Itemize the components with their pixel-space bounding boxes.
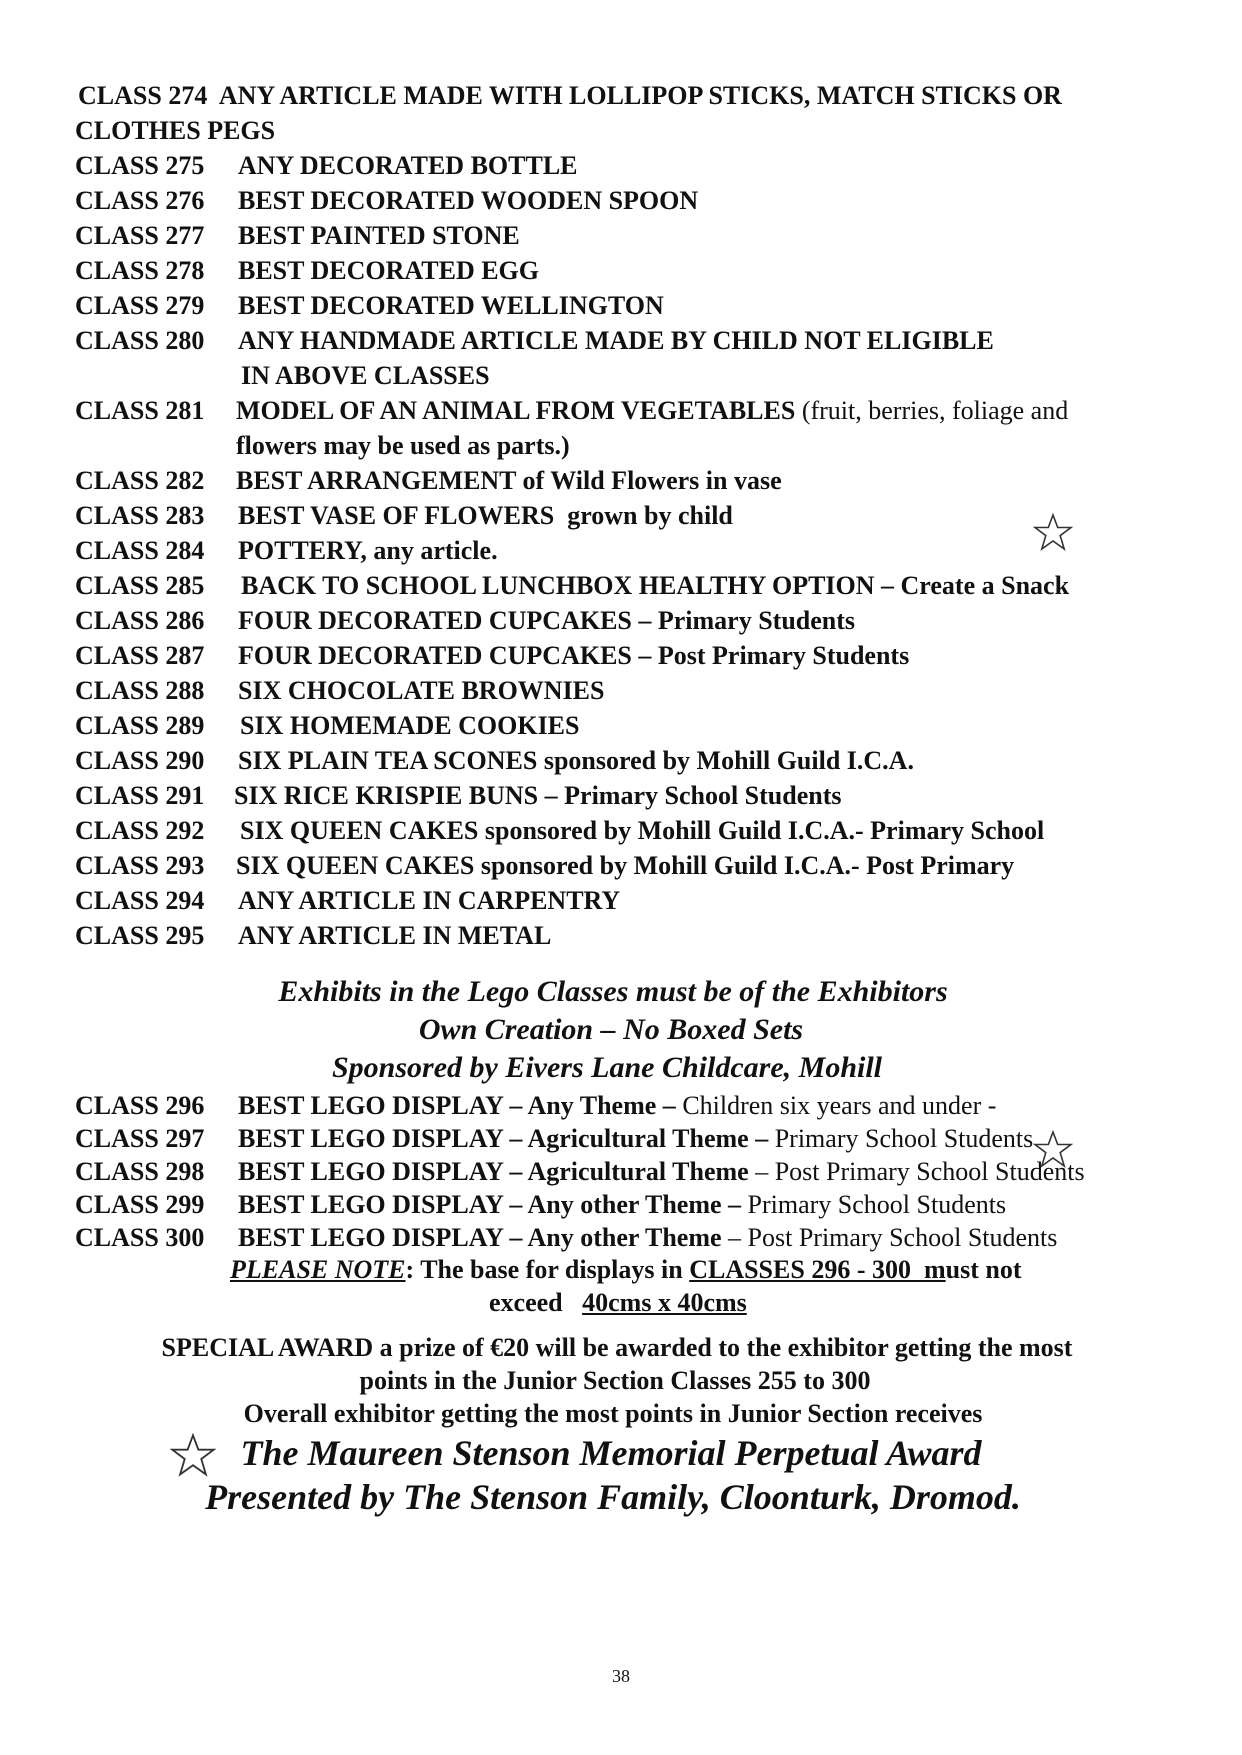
exceed-label: exceed bbox=[489, 1288, 583, 1317]
class-280 bbox=[75, 326, 994, 356]
star-icon bbox=[1033, 513, 1073, 553]
class-label: CLASS 287 bbox=[75, 641, 205, 670]
class-title: MODEL OF AN ANIMAL FROM VEGETABLES bbox=[236, 396, 796, 425]
class-note: (fruit, berries, foliage and bbox=[801, 396, 1069, 425]
class-label: CLASS 278 bbox=[75, 256, 205, 285]
class-label: CLASS 280 bbox=[75, 326, 205, 355]
class-297 bbox=[75, 1124, 1033, 1154]
class-292 bbox=[75, 816, 1044, 846]
class-289 bbox=[75, 711, 580, 741]
please-note-text: : The base for displays in bbox=[405, 1255, 690, 1284]
class-279 bbox=[75, 291, 664, 321]
class-title: ANY ARTICLE IN METAL bbox=[238, 921, 552, 950]
class-title: SIX CHOCOLATE BROWNIES bbox=[238, 676, 605, 705]
class-title-cont: CLOTHES PEGS bbox=[75, 116, 276, 145]
class-title: BACK TO SCHOOL LUNCHBOX HEALTHY OPTION – Create a Snack bbox=[241, 571, 1070, 600]
class-label: CLASS 283 bbox=[75, 501, 205, 530]
class-295 bbox=[75, 921, 551, 951]
class-title: SIX QUEEN CAKES sponsored by Mohill Guild I.C.A.- Post Primary bbox=[236, 851, 1015, 880]
class-title: SIX RICE KRISPIE BUNS – Primary School Students bbox=[234, 781, 842, 810]
class-274-cont bbox=[75, 116, 275, 146]
class-title-cont: IN ABOVE CLASSES bbox=[241, 361, 490, 390]
class-title: SIX HOMEMADE COOKIES bbox=[240, 711, 580, 740]
class-label: CLASS 282 bbox=[75, 466, 205, 495]
class-title: BEST LEGO DISPLAY – Any other Theme bbox=[238, 1223, 722, 1252]
award-title: The Maureen Stenson Memorial Perpetual Award bbox=[240, 1433, 982, 1473]
class-label: CLASS 298 bbox=[75, 1157, 205, 1186]
class-label: CLASS 277 bbox=[75, 221, 205, 250]
class-label: CLASS 292 bbox=[75, 816, 205, 845]
class-label: CLASS 274 bbox=[78, 81, 208, 110]
class-title: ANY DECORATED BOTTLE bbox=[238, 151, 578, 180]
class-title: BEST LEGO DISPLAY – Any other Theme – bbox=[238, 1190, 742, 1219]
class-note: Primary School Students bbox=[774, 1124, 1034, 1153]
class-281-cont bbox=[236, 431, 570, 461]
class-title: BEST VASE OF FLOWERS grown by child bbox=[238, 501, 733, 530]
please-note-label: PLEASE NOTE bbox=[230, 1255, 406, 1284]
class-274 bbox=[78, 81, 1062, 111]
class-label: CLASS 276 bbox=[75, 186, 205, 215]
size-value: 40cms x 40cms bbox=[582, 1288, 747, 1317]
class-title: BEST DECORATED EGG bbox=[238, 256, 540, 285]
class-title: SIX QUEEN CAKES sponsored by Mohill Guild I.C.A.- Primary School bbox=[240, 816, 1045, 845]
class-285 bbox=[75, 571, 1069, 601]
class-label: CLASS 285 bbox=[75, 571, 205, 600]
class-label: CLASS 300 bbox=[75, 1223, 205, 1252]
class-276 bbox=[75, 186, 698, 216]
class-title: FOUR DECORATED CUPCAKES – Primary Students bbox=[238, 606, 856, 635]
class-label: CLASS 284 bbox=[75, 536, 205, 565]
class-title: BEST LEGO DISPLAY – Agricultural Theme – bbox=[238, 1124, 769, 1153]
class-296 bbox=[75, 1091, 996, 1121]
class-282 bbox=[75, 466, 782, 496]
class-title: BEST LEGO DISPLAY – Any Theme – bbox=[238, 1091, 676, 1120]
special-award-line-1: SPECIAL AWARD a prize of €20 will be awarded to the exhibitor getting the most bbox=[161, 1333, 1073, 1362]
class-label: CLASS 281 bbox=[75, 396, 205, 425]
class-title: BEST DECORATED WOODEN SPOON bbox=[238, 186, 699, 215]
class-286 bbox=[75, 606, 855, 636]
class-note: Children six years and under - bbox=[682, 1091, 997, 1120]
please-note bbox=[230, 1255, 1022, 1285]
class-label: CLASS 296 bbox=[75, 1091, 205, 1120]
class-note: Primary School Students bbox=[747, 1190, 1007, 1219]
class-275 bbox=[75, 151, 578, 181]
class-title: BEST DECORATED WELLINGTON bbox=[238, 291, 664, 320]
class-294 bbox=[75, 886, 620, 916]
class-299 bbox=[75, 1190, 1006, 1220]
lego-heading-1: Exhibits in the Lego Classes must be of the Exhibitors bbox=[278, 975, 948, 1008]
class-label: CLASS 288 bbox=[75, 676, 205, 705]
class-label: CLASS 294 bbox=[75, 886, 205, 915]
class-280-cont bbox=[241, 361, 490, 391]
award-presenter: Presented by The Stenson Family, Cloonturk, Dromod. bbox=[205, 1477, 1021, 1517]
class-title: FOUR DECORATED CUPCAKES – Post Primary Students bbox=[238, 641, 910, 670]
class-293 bbox=[75, 851, 1014, 881]
lego-heading-3: Sponsored by Eivers Lane Childcare, Mohill bbox=[331, 1051, 883, 1084]
class-title: POTTERY, any article. bbox=[238, 536, 498, 565]
class-label: CLASS 293 bbox=[75, 851, 205, 880]
special-award-line-3: Overall exhibitor getting the most points in Junior Section receives bbox=[243, 1399, 983, 1428]
class-label: CLASS 291 bbox=[75, 781, 205, 810]
class-title: BEST PAINTED STONE bbox=[238, 221, 520, 250]
class-title: BEST ARRANGEMENT of Wild Flowers in vase bbox=[236, 466, 782, 495]
class-281 bbox=[75, 396, 1068, 426]
class-label: CLASS 286 bbox=[75, 606, 205, 635]
class-label: CLASS 275 bbox=[75, 151, 205, 180]
class-284 bbox=[75, 536, 498, 566]
class-277 bbox=[75, 221, 520, 251]
class-note: – Post Primary School Students bbox=[755, 1157, 1085, 1186]
please-note-classes: CLASSES 296 - 300 m bbox=[689, 1255, 946, 1284]
class-287 bbox=[75, 641, 909, 671]
special-award-line-2: points in the Junior Section Classes 255 to 300 bbox=[359, 1366, 871, 1395]
class-label: CLASS 290 bbox=[75, 746, 205, 775]
lego-heading-2: Own Creation – No Boxed Sets bbox=[418, 1013, 804, 1046]
class-title-cont: flowers may be used as parts.) bbox=[236, 431, 570, 460]
class-title: ANY ARTICLE IN CARPENTRY bbox=[238, 886, 621, 915]
class-label: CLASS 299 bbox=[75, 1190, 205, 1219]
class-288 bbox=[75, 676, 605, 706]
class-291 bbox=[75, 781, 841, 811]
class-290 bbox=[75, 746, 914, 776]
please-note-rest: ust not bbox=[945, 1255, 1022, 1284]
class-title: ANY ARTICLE MADE WITH LOLLIPOP STICKS, MATCH STICKS OR bbox=[218, 81, 1062, 110]
class-title: BEST LEGO DISPLAY – Agricultural Theme bbox=[238, 1157, 749, 1186]
class-label: CLASS 279 bbox=[75, 291, 205, 320]
class-label: CLASS 297 bbox=[75, 1124, 205, 1153]
class-283 bbox=[75, 501, 733, 531]
class-label: CLASS 289 bbox=[75, 711, 205, 740]
class-title: ANY HANDMADE ARTICLE MADE BY CHILD NOT ELIGIBLE bbox=[238, 326, 994, 355]
page-number: 38 bbox=[612, 1666, 630, 1686]
please-note-size bbox=[489, 1288, 747, 1318]
class-300 bbox=[75, 1223, 1057, 1253]
class-title: SIX PLAIN TEA SCONES sponsored by Mohill Guild I.C.A. bbox=[238, 746, 914, 775]
class-label: CLASS 295 bbox=[75, 921, 205, 950]
class-298 bbox=[75, 1157, 1085, 1187]
class-note: – Post Primary School Students bbox=[728, 1223, 1058, 1252]
class-278 bbox=[75, 256, 539, 286]
